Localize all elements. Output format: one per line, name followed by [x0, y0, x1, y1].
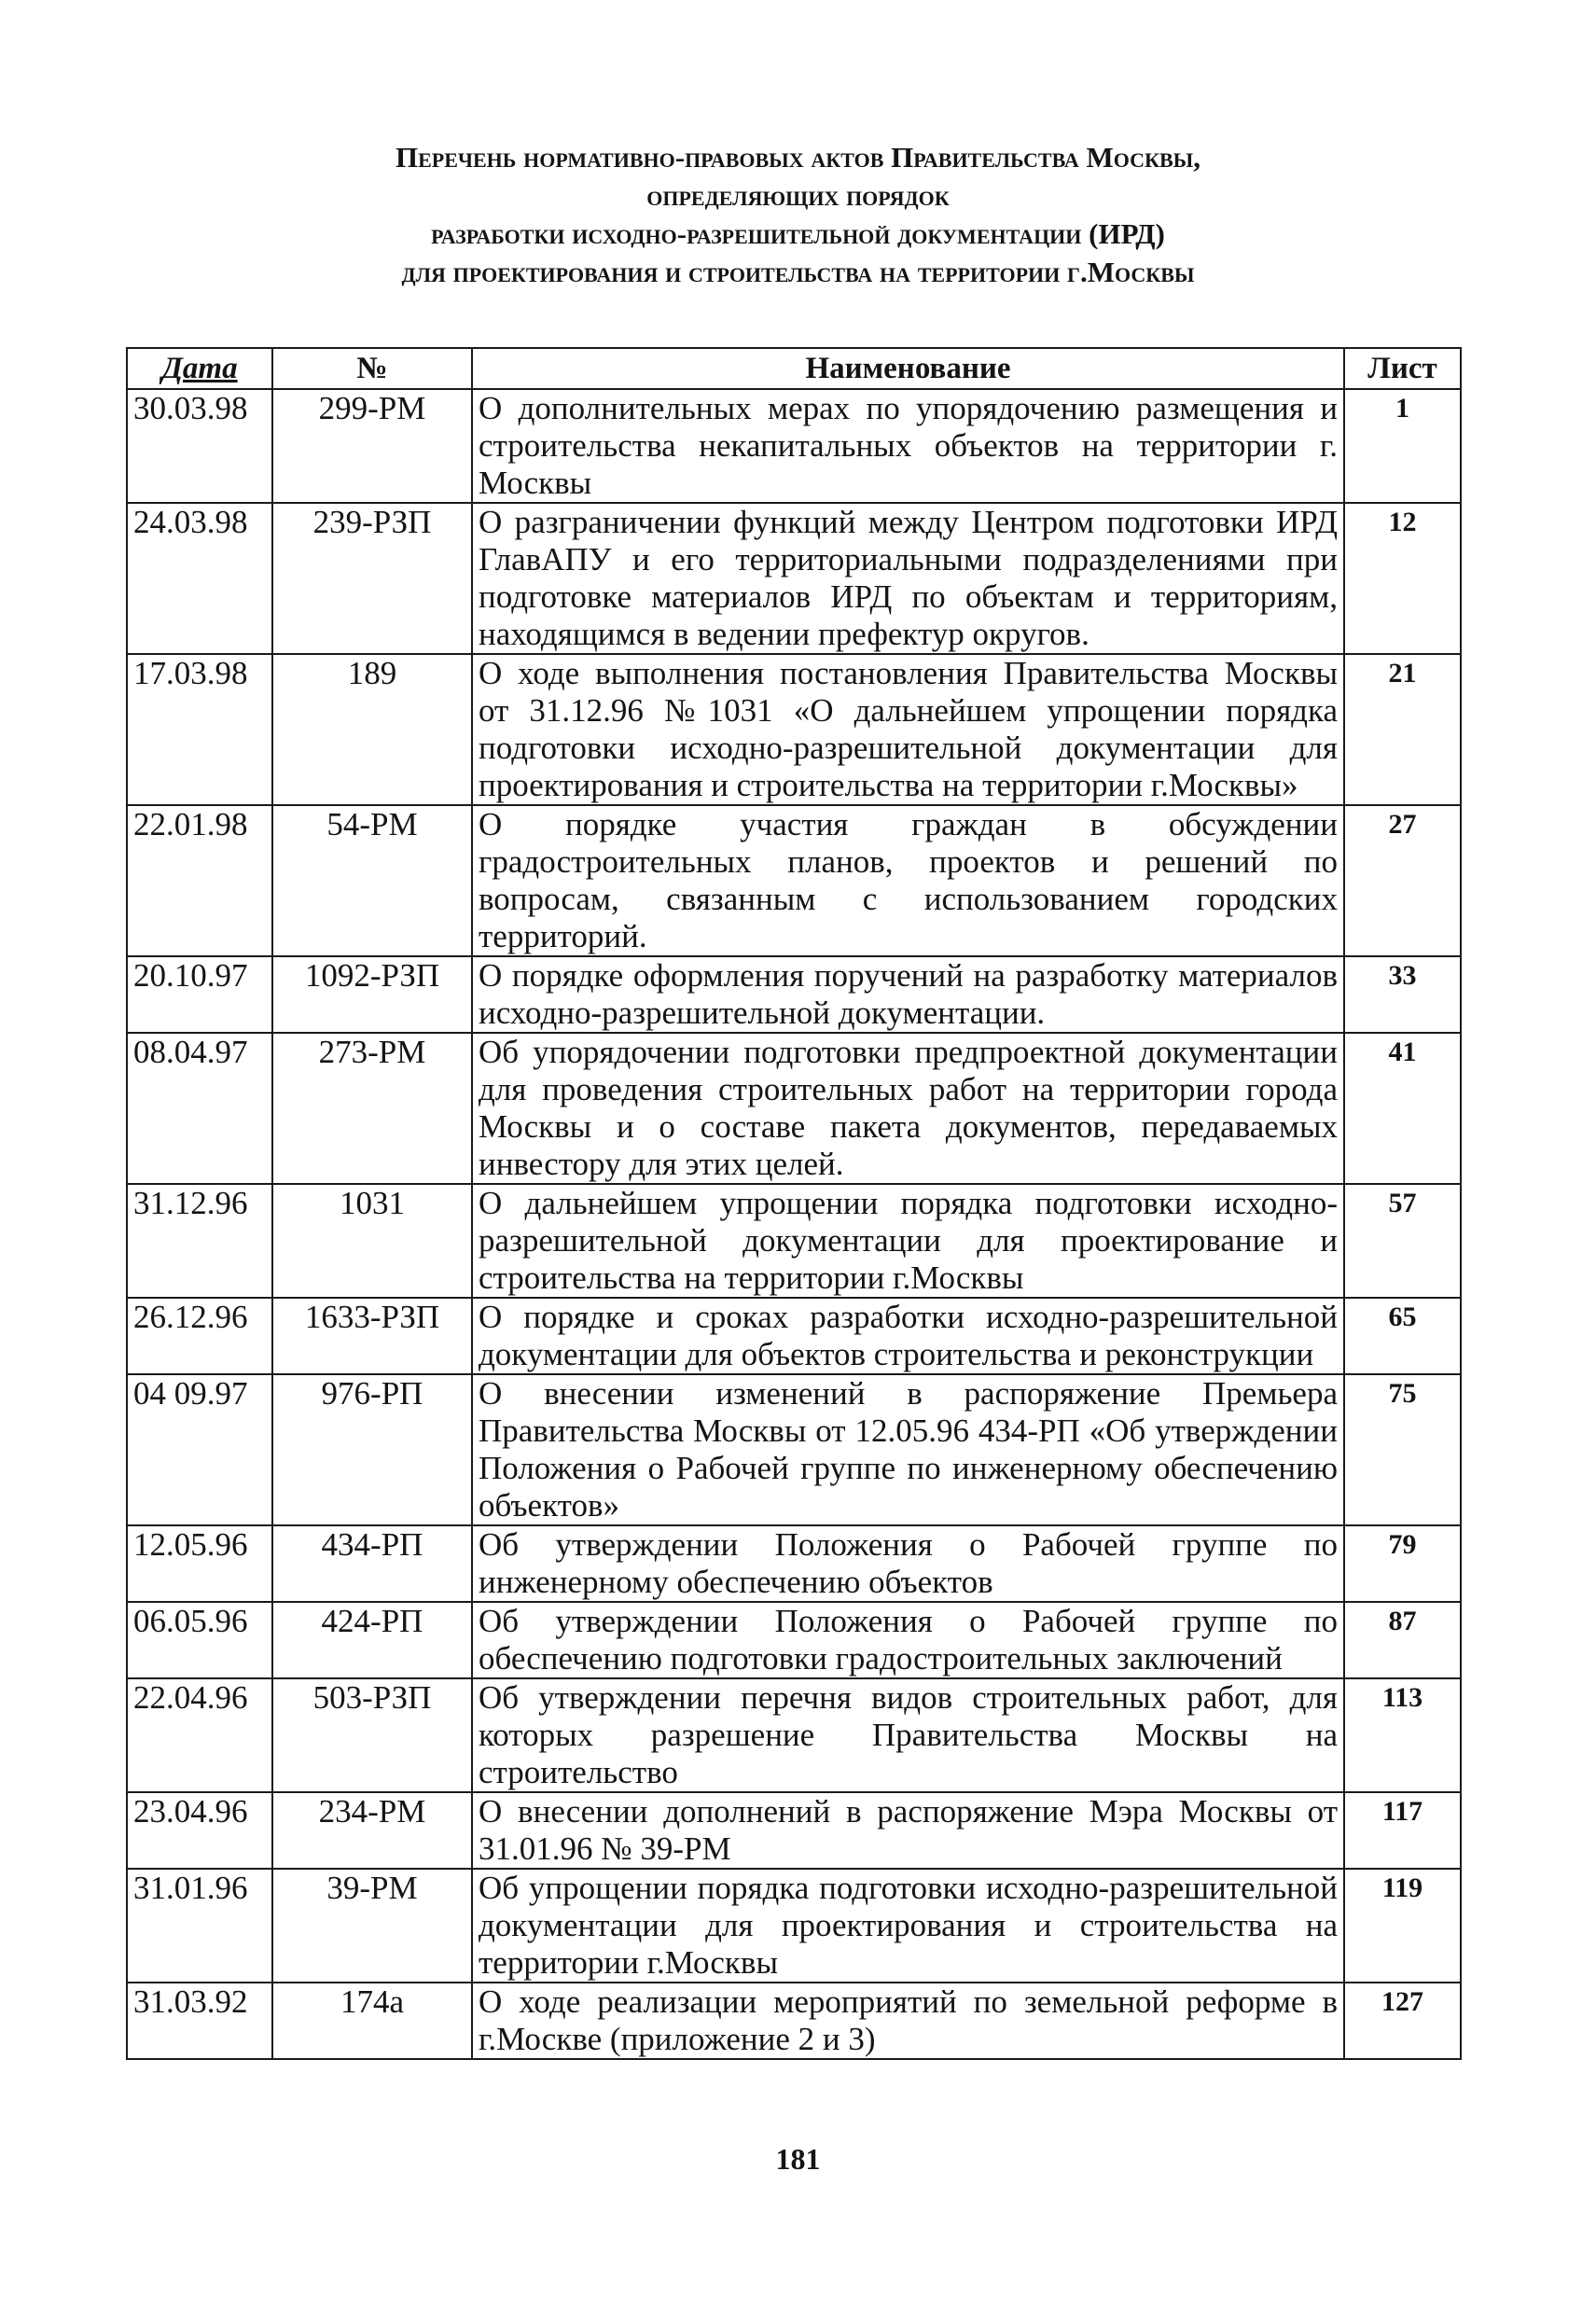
table-row: [127, 956, 1461, 1033]
title-line: разработки исходно-разрешительной документации (ИРД): [431, 217, 1165, 250]
cell-sheet: 119: [1344, 1869, 1461, 1983]
cell-date: 23.04.96: [127, 1792, 272, 1869]
acts-table: [126, 347, 1462, 2060]
cell-name: О ходе реализации мероприятий по земельной реформе в г.Москве (приложение 2 и 3): [472, 1983, 1344, 2059]
cell-number: 503-РЗП: [272, 1678, 472, 1792]
cell-sheet: 12: [1344, 503, 1461, 654]
table-row: [127, 1525, 1461, 1602]
cell-date: 31.12.96: [127, 1184, 272, 1298]
cell-sheet: 75: [1344, 1374, 1461, 1525]
cell-date: 26.12.96: [127, 1298, 272, 1374]
cell-date: 12.05.96: [127, 1525, 272, 1602]
cell-sheet: 65: [1344, 1298, 1461, 1374]
table-row: [127, 389, 1461, 503]
cell-date: 04 09.97: [127, 1374, 272, 1525]
cell-sheet: 27: [1344, 805, 1461, 956]
table-row: [127, 503, 1461, 654]
table-row: [127, 1869, 1461, 1983]
table-row: [127, 1374, 1461, 1525]
cell-date: 31.01.96: [127, 1869, 272, 1983]
cell-number: 273-РМ: [272, 1033, 472, 1184]
cell-sheet: 33: [1344, 956, 1461, 1033]
cell-name: О внесении дополнений в распоряжение Мэра Москвы от 31.01.96 № 39-РМ: [472, 1792, 1344, 1869]
cell-name: Об утверждении Положения о Рабочей группе по обеспечению подготовки градостроительных заключений: [472, 1602, 1344, 1678]
cell-name: О порядке оформления поручений на разработку материалов исходно-разрешительной документации.: [472, 956, 1344, 1033]
cell-sheet: 41: [1344, 1033, 1461, 1184]
page-number: 181: [775, 2142, 821, 2176]
title-line: Перечень нормативно-правовых актов Правительства Москвы,: [395, 141, 1201, 174]
cell-number: 434-РП: [272, 1525, 472, 1602]
cell-sheet: 87: [1344, 1602, 1461, 1678]
cell-number: 39-РМ: [272, 1869, 472, 1983]
header-date: Дата: [127, 348, 272, 389]
cell-sheet: 57: [1344, 1184, 1461, 1298]
table-header-row: [127, 348, 1461, 389]
document-title: [0, 138, 1596, 291]
cell-number: 424-РП: [272, 1602, 472, 1678]
cell-name: О ходе выполнения постановления Правительства Москвы от 31.12.96 №1031 «О дальнейшем упрощении порядка подготовки исходно-разрешительной документации для проектирования и строительства на территории г.Москвы»: [472, 654, 1344, 805]
cell-number: 234-РМ: [272, 1792, 472, 1869]
cell-number: 1092-РЗП: [272, 956, 472, 1033]
cell-number: 189: [272, 654, 472, 805]
cell-date: 22.04.96: [127, 1678, 272, 1792]
header-name: Наименование: [472, 348, 1344, 389]
cell-name: О порядке и сроках разработки исходно-разрешительной документации для объектов строительства и реконструкции: [472, 1298, 1344, 1374]
cell-name: Об утверждении перечня видов строительных работ, для которых разрешение Правительства Москвы на строительство: [472, 1678, 1344, 1792]
table-row: [127, 1033, 1461, 1184]
cell-date: 17.03.98: [127, 654, 272, 805]
cell-number: 299-РМ: [272, 389, 472, 503]
title-line: для проектирования и строительства на территории г.Москвы: [401, 256, 1195, 288]
cell-date: 06.05.96: [127, 1602, 272, 1678]
cell-number: 976-РП: [272, 1374, 472, 1525]
table-row: [127, 1602, 1461, 1678]
cell-date: 08.04.97: [127, 1033, 272, 1184]
cell-number: 54-РМ: [272, 805, 472, 956]
title-line: определяющих порядок: [646, 179, 950, 212]
cell-date: 24.03.98: [127, 503, 272, 654]
table-row: [127, 1298, 1461, 1374]
cell-name: О дальнейшем упрощении порядка подготовки исходно-разрешительной документации для проектирование и строительства на территории г.Москвы: [472, 1184, 1344, 1298]
table-row: [127, 1983, 1461, 2059]
cell-number: 1031: [272, 1184, 472, 1298]
table-row: [127, 1678, 1461, 1792]
header-number: №: [272, 348, 472, 389]
cell-sheet: 21: [1344, 654, 1461, 805]
cell-date: 22.01.98: [127, 805, 272, 956]
cell-number: 174а: [272, 1983, 472, 2059]
cell-sheet: 117: [1344, 1792, 1461, 1869]
cell-name: Об упрощении порядка подготовки исходно-разрешительной документации для проектирования и строительства на территории г.Москвы: [472, 1869, 1344, 1983]
cell-date: 31.03.92: [127, 1983, 272, 2059]
cell-name: О порядке участия граждан в обсуждении градостроительных планов, проектов и решений по вопросам, связанным с использованием городских территорий.: [472, 805, 1344, 956]
table-row: [127, 805, 1461, 956]
cell-date: 20.10.97: [127, 956, 272, 1033]
cell-sheet: 127: [1344, 1983, 1461, 2059]
table-row: [127, 654, 1461, 805]
header-sheet: Лист: [1344, 348, 1461, 389]
table-row: [127, 1792, 1461, 1869]
cell-date: 30.03.98: [127, 389, 272, 503]
cell-name: О дополнительных мерах по упорядочению размещения и строительства некапитальных объектов на территории г. Москвы: [472, 389, 1344, 503]
cell-sheet: 113: [1344, 1678, 1461, 1792]
cell-sheet: 1: [1344, 389, 1461, 503]
cell-name: Об упорядочении подготовки предпроектной документации для проведения строительных работ на территории города Москвы и о составе пакета документов, передаваемых инвестору для этих целей.: [472, 1033, 1344, 1184]
cell-number: 1633-РЗП: [272, 1298, 472, 1374]
cell-name: О внесении изменений в распоряжение Премьера Правительства Москвы от 12.05.96 434-РП «Об утверждении Положения о Рабочей группе по инженерному обеспечению объектов»: [472, 1374, 1344, 1525]
table-row: [127, 1184, 1461, 1298]
cell-number: 239-РЗП: [272, 503, 472, 654]
cell-name: Об утверждении Положения о Рабочей группе по инженерному обеспечению объектов: [472, 1525, 1344, 1602]
cell-sheet: 79: [1344, 1525, 1461, 1602]
cell-name: О разграничении функций между Центром подготовки ИРД ГлавАПУ и его территориальными подразделениями при подготовке материалов ИРД по объектам и территориям, находящимся в ведении префектур округов.: [472, 503, 1344, 654]
